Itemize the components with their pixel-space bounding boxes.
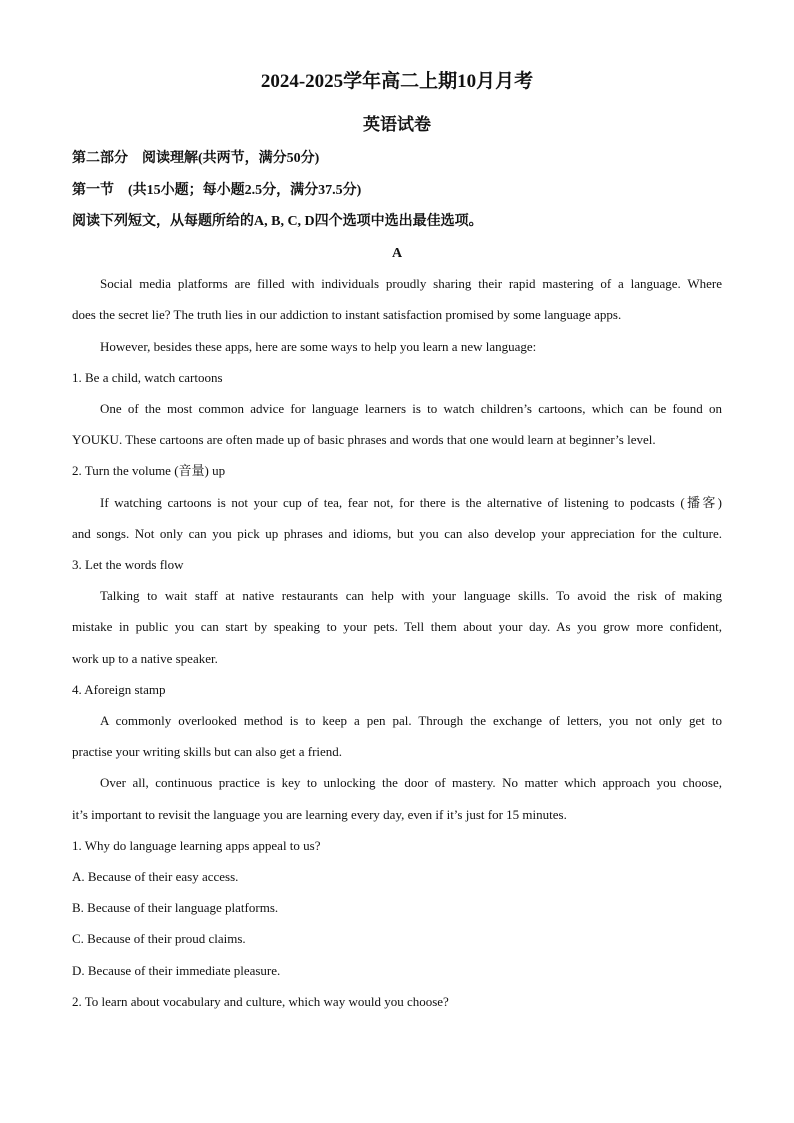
- method-heading-4: 4. Aforeign stamp: [72, 682, 166, 697]
- paragraph-line: it’s important to revisit the language you are learning every day, even if it’s just for 15 minutes.: [72, 807, 567, 822]
- paragraph-line: mistake in public you can start by speaking to your pets. Tell them about your day. As you grow more confident,: [72, 619, 722, 634]
- paragraph-line: Social media platforms are filled with individuals proudly sharing their rapid mastering of a language. Where: [100, 276, 722, 291]
- question-1-option-a: A. Because of their easy access.: [72, 869, 239, 884]
- method-heading-1: 1. Be a child, watch cartoons: [72, 370, 223, 385]
- instruction-text: 阅读下列短文，从每题所给的A, B, C, D四个选项中选出最佳选项。: [72, 214, 483, 229]
- method-heading-3: 3. Let the words flow: [72, 557, 184, 572]
- paragraph-line: does the secret lie? The truth lies in our addiction to instant satisfaction promised by some language apps.: [72, 307, 622, 322]
- paragraph-line: work up to a native speaker.: [72, 651, 218, 666]
- subsection-heading: 第一节 (共15小题；每小题2.5分，满分37.5分): [72, 183, 362, 198]
- paragraph-line: YOUKU. These cartoons are often made up of basic phrases and words that one would learn at beginner’s level.: [72, 432, 656, 447]
- paragraph-line: A commonly overlooked method is to keep a pen pal. Through the exchange of letters, you not only get to: [100, 713, 722, 728]
- question-1: 1. Why do language learning apps appeal to us?: [72, 838, 321, 853]
- paragraph-line: Talking to wait staff at native restaurants can help with your language skills. To avoid the risk of making: [100, 588, 722, 603]
- question-2: 2. To learn about vocabulary and culture, which way would you choose?: [72, 994, 449, 1009]
- passage-label: A: [391, 246, 403, 261]
- paragraph-line: and songs. Not only can you pick up phrases and idioms, but you can also develop your appreciation for the culture.: [72, 526, 722, 541]
- part-heading: 第二部分 阅读理解(共两节，满分50分): [72, 151, 320, 166]
- paragraph-line: If watching cartoons is not your cup of tea, fear not, for there is the alternative of listening to podcasts (播客): [100, 495, 722, 510]
- exam-subtitle: 英语试卷: [363, 115, 431, 134]
- paragraph-line: One of the most common advice for language learners is to watch children’s cartoons, which can be found on: [100, 401, 722, 416]
- method-heading-2: 2. Turn the volume (音量) up: [72, 463, 226, 478]
- question-1-option-c: C. Because of their proud claims.: [72, 931, 246, 946]
- question-1-option-d: D. Because of their immediate pleasure.: [72, 963, 281, 978]
- paragraph-line: However, besides these apps, here are some ways to help you learn a new language:: [100, 339, 537, 354]
- question-1-option-b: B. Because of their language platforms.: [72, 900, 279, 915]
- paragraph-line: Over all, continuous practice is key to unlocking the door of mastery. No matter which approach you choose,: [100, 775, 722, 790]
- paragraph-line: practise your writing skills but can also get a friend.: [72, 744, 343, 759]
- exam-title: 2024-2025学年高二上期10月月考: [260, 71, 534, 92]
